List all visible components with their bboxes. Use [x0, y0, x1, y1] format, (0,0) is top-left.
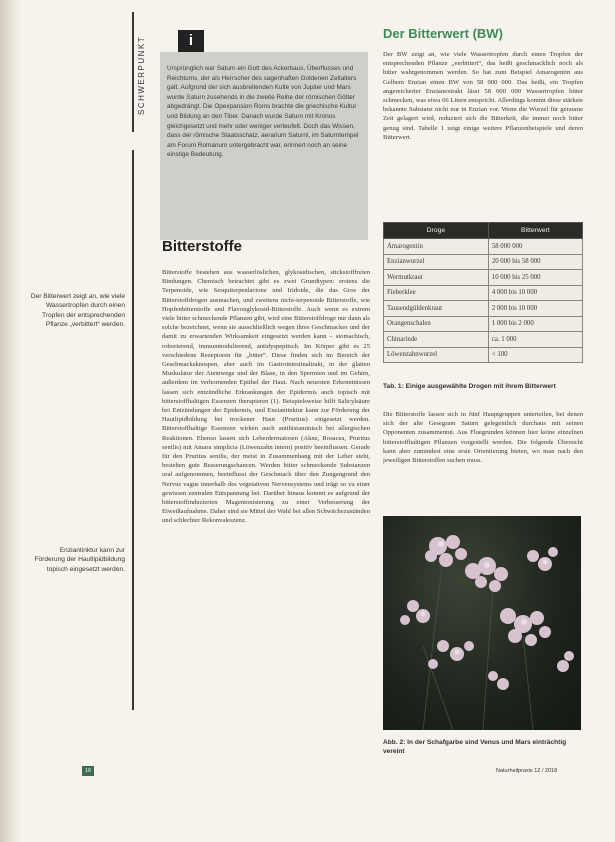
margin-note-enzian: Enziantinktur kann zur Förderung der Hautlipidbildung topisch eingesetzt werden.: [34, 547, 125, 573]
section-label: SCHWERPUNKT: [137, 35, 146, 115]
margin-rule: [132, 150, 134, 710]
table-row: [384, 285, 583, 301]
table-cell-droge: Wermutkraut: [384, 270, 489, 286]
table-cell-droge: Fieberklee: [384, 285, 489, 301]
yarrow-photo: [383, 516, 581, 730]
table-row: [384, 239, 583, 255]
table-cell-bitterwert: 58 000 000: [488, 239, 582, 255]
table-row: [384, 332, 583, 348]
table-cell-bitterwert: 1 000 bis 2 000: [488, 316, 582, 332]
bitterwert-table: [383, 222, 583, 363]
table-cell-bitterwert: < 100: [488, 347, 582, 363]
info-box: [160, 52, 368, 240]
table-header-row: [384, 223, 583, 239]
table-row: [384, 347, 583, 363]
table-cell-droge: Amarogentin: [384, 239, 489, 255]
margin-rule: [132, 12, 134, 132]
gruppen-body: Die Bitterstoffe lassen sich in fünf Hauptgruppen unterteilen, bei denen sich der alte Gesegram Saturn gelegentlich durchaus mit seinen Opponenten zusammentut. Aus Fluegrunden können hier keine einzelnen bitterstoffhaltigen Pflanzen vorgestellt werden. Die folgende Übersicht kann aber zumindest eine erste Orientierung bieten, wo man nach den jeweiligen Bitterstoffen suchen muss.: [383, 411, 583, 465]
table-cell-bitterwert: 4 000 bis 10 000: [488, 285, 582, 301]
table-cell-droge: Enzianwurzel: [384, 254, 489, 270]
bitterwert-body: Der BW zeigt an, wie viele Wassertropfen durch einen Tropfen der entsprechenden Pflanze „verbittert“, das heißt geschmacklich noch als bitter wahrgenommen werden. So hat zum Beispiel Amarogentin aus Gelbem Enzian einen BW von 58 000 000. Das heißt, ein Tropfen angereicherter Enzianextrakt lässt 58 000 000 Wassertropfen bitter schmecken, was etwa 66 Litern entspricht. Allerdings kommt diese stärkste bekannte Substanz nicht nur in Enzian vor. Wenn die Wurzel für geraume Zeit gelagert wird, reduziert sich die Bitterkeit, die immer noch bitter genug sind. Tabelle 1 zeigt einige weitere Pflanzenbeispiele und deren Bitterwert.: [383, 51, 583, 141]
table-row: [384, 270, 583, 286]
table-cell-bitterwert: ca. 1 000: [488, 332, 582, 348]
table-header-droge: Droge: [384, 223, 489, 239]
bitterstoffe-body: Bitterstoffe bestehen aus wasserlöslichen, glykosidischen, stickstofffreien Bindungen. Chemisch betrachtet gibt es zwei Grundtypen: erstens die Terpenoide, wie Sesquiterpenlactone und Iridoide, die das Gros der Bitterstoffdrogen ausmachen, und zweitens nicht-terpenoide Bitterstoffe, wie Hopfenbitterstoffe und Flavonglykosid-Bitterstoffe. Auch wenn es extrem viele bitter schmeckende Pflanzen gibt, wird eine Bitterstoffdroge nur dann als solche bezeichnet, wenn sie ausschließlich wegen ihres Geschmackes und der damit zu erwartenden Wirksamkeit eingesetzt werden kann – stomachisch, roborierend, immunmodulierend, antidyspeptisch. Im Körper gibt es 25 verschiedene Rezeptoren für „bitter“. Diese finden sich im Bereich der Geschmacksknospen, aber auch im Gastrointestinaltrakt, in der glatten Muskulatur der Atemwege und der Blase, in den Spermien und im Gehirn, außerdem im verhornenden Epithel der Haut. Nach neuesten Erkenntnissen lassen sich entzündliche Erkrankungen der Epidermis auch topisch mit bitterstoffhaltigen Essenzen therapieren (1). Beispielsweise hilft Salicylsäure bei Entzündungen der Epidermis, und Enziantinktur kann zur Förderung der Hautlipidbildung bei trockener Haut (Pruritus) eingesetzt werden. Bitterstoffhaltige Essenzen wirken auch antihistaminisch bei allergischen Reaktionen. Ebenso lassen sich Leberdermatosen (Akne, Rosacea, Pruritus senilis) mit Amara simplicia (Löwenzahn intern) positiv beeinflussen. Gerade für den Pruritus senilis, der meist in Zusammenhang mit der Leber steht, bestehen gute Besserungschancen. Werden bitter schmeckende Substanzen oral aufgenommen, beeinflusst der Geschmack über den Zungengrund den Nervus vagus innerhalb des vegetativen Nervensystems und trägt so zu einer gewissen zentralen Entspannung bei. Darüber hinaus kommt es aufgrund der bitterstoffinduzierten Magentonisierung zu einer Verbesserung der Eiweißaufnahme. Daher sind sie Mittel der Wahl bei allen Schwächezuständen und schlechter Rekonvaleszenz.: [162, 269, 370, 525]
yarrow-illustration: [383, 516, 581, 730]
margin-note-bitterwert: Der Bitterwert zeigt an, wie viele Wassertropfen durch einen Tropfen der entsprechenden Pflanze „verbittert“ werden.: [30, 293, 125, 329]
table-cell-droge: Tausendgüldenkraut: [384, 301, 489, 317]
footer-issue: Naturheilpraxis 12 / 2018: [496, 768, 558, 774]
table-row: [384, 316, 583, 332]
table-cell-bitterwert: 2 000 bis 10 000: [488, 301, 582, 317]
bitterwert-heading: Der Bitterwert (BW): [383, 26, 503, 41]
table-cell-droge: Orangenschalen: [384, 316, 489, 332]
info-box-text: Ursprünglich war Saturn ein Gott des Ackerbaus, Überflusses und Reichtums, der als Herrscher des sagenhaften Goldenen Zeitalters galt. Aufgrund der sich ausbreitenden Kulte von Jupiter und Mars wurde Saturn zusehends in die zweite Reihe der römischen Götter abgedrängt. Die Opexpansion Roms brachte die griechische Kultur und Bildung an den Tiber. Danach wurde Saturn mit Kronos gleichgesetzt und mehr oder weniger verteufelt. Doch das Wissen, dass der römische Staatsschatz, aerarium Saturni, im Saturntempel am Forum Romanum untergebracht war, erinnert noch an seine einstige Bedeutung.: [167, 65, 359, 159]
table-caption: Tab. 1: Einige ausgewählte Drogen mit ihrem Bitterwert: [383, 383, 556, 390]
photo-caption: Abb. 2: In der Schafgarbe sind Venus und Mars einträchtig vereint: [383, 739, 567, 755]
table-row: [384, 254, 583, 270]
table-cell-droge: Löwenzahnwurzel: [384, 347, 489, 363]
bitterstoffe-heading: Bitterstoffe: [162, 238, 243, 255]
page-number: 16: [82, 766, 94, 776]
table-cell-droge: Chinarinde: [384, 332, 489, 348]
page-fold-shadow: [0, 0, 22, 842]
table-cell-bitterwert: 10 000 bis 25 000: [488, 270, 582, 286]
table-row: [384, 301, 583, 317]
info-icon: i: [178, 30, 204, 52]
table-cell-bitterwert: 20 000 bis 58 000: [488, 254, 582, 270]
table-header-bitterwert: Bitterwert: [488, 223, 582, 239]
